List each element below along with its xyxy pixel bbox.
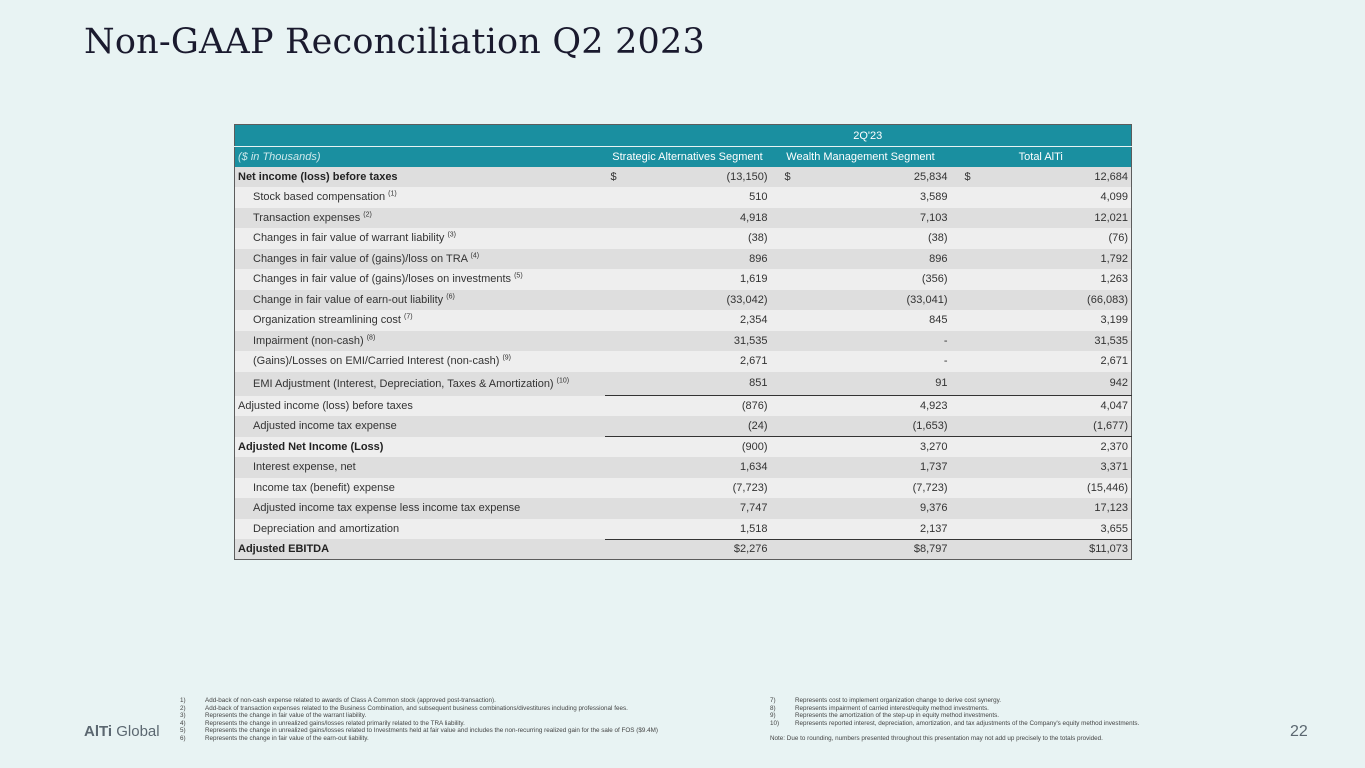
row-value: 896	[929, 252, 948, 265]
row-value: 31,535	[1094, 334, 1129, 347]
period-header-row	[235, 125, 1132, 147]
table-row	[235, 310, 1132, 331]
row-label: Net income (loss) before taxes	[238, 170, 398, 183]
rounding-note: Note: Due to rounding, numbers presented throughout this presentation may not add up precisely to the totals provided.	[770, 735, 1103, 743]
currency-symbol: $	[784, 170, 791, 183]
row-label: Changes in fair value of (gains)/loses on investments $^{(5)}$	[253, 272, 523, 286]
table-row	[235, 519, 1132, 540]
currency-symbol: $	[610, 170, 617, 183]
row-value: (76)	[1108, 232, 1129, 245]
row-label: Depreciation and amortization	[253, 522, 400, 535]
row-value: 845	[929, 314, 948, 327]
row-value: $11,073	[1089, 543, 1129, 556]
row-value: 942	[951, 372, 1132, 396]
row-value: 1,263	[1100, 273, 1129, 286]
row-value: 2,671	[1100, 355, 1129, 368]
row-value: 2,671	[739, 355, 768, 368]
row-label: Interest expense, net	[253, 461, 356, 474]
row-value: $8,797	[913, 543, 948, 556]
column-header-strategic: Strategic Alternatives Segment	[605, 147, 771, 167]
row-value: 4,099	[1100, 191, 1129, 204]
row-label: Change in fair value of earn-out liability $^{(6)}$	[253, 293, 455, 306]
row-value: 9,376	[919, 502, 948, 515]
row-value: 12,021	[1094, 211, 1129, 224]
row-value: 851	[605, 372, 771, 396]
row-value: 510	[749, 191, 768, 204]
currency-symbol: $	[964, 170, 971, 183]
row-label: Income tax (benefit) expense	[253, 481, 395, 494]
row-value: 17,123	[1094, 502, 1129, 515]
row-value: 91	[771, 372, 951, 396]
table-row	[235, 331, 1132, 352]
row-value: (15,446)	[1087, 481, 1129, 494]
table-body	[235, 167, 1132, 560]
table-row	[235, 269, 1132, 290]
table-row	[235, 396, 1132, 417]
row-value: $ 25,834	[784, 170, 948, 183]
table-row	[235, 437, 1132, 458]
footnote: 5) Represents the change in unrealized gains/losses related to Investments held at fair value and includes the non-recurring realized gain for the sale of FOS ($9.4M)	[180, 727, 658, 735]
row-value: 3,199	[1100, 314, 1129, 327]
row-value: 896	[749, 252, 768, 265]
row-label: Adjusted income (loss) before taxes	[238, 399, 413, 412]
footnotes-right	[770, 697, 1230, 743]
column-header-wealth: Wealth Management Segment	[771, 147, 951, 167]
table-row	[235, 351, 1132, 372]
footnote: 6) Represents the change in fair value of the earn-out liability.	[180, 734, 369, 742]
row-value: 31,535	[733, 334, 768, 347]
row-value: (876)	[741, 400, 768, 412]
row-label: Stock based compensation $^{(1)}$	[253, 190, 397, 204]
row-value: 3,371	[1100, 461, 1129, 474]
table-row	[235, 167, 1132, 188]
column-header-total: Total AlTi	[951, 147, 1132, 167]
row-value: (24)	[605, 416, 771, 437]
row-label: (Gains)/Losses on EMI/Carried Interest (non-cash) $^{(9)}$	[253, 354, 511, 368]
table-row	[235, 478, 1132, 499]
row-label: Transaction expenses $^{(2)}$	[253, 211, 372, 224]
footnote: 10) Represents reported interest, depreciation, amortization, and tax adjustments of the Company's equity method investments.	[770, 719, 1140, 727]
row-value: 1,737	[919, 461, 948, 474]
footnote: 3) Represents the change in fair value of the warrant liability.	[180, 712, 367, 720]
footnote: 7) Represents cost to implement organization change to derive cost synergy.	[770, 697, 1002, 704]
row-value: 3,589	[919, 191, 948, 204]
row-value: 7,747	[739, 502, 768, 515]
row-value: (356)	[921, 273, 948, 286]
row-value: (7,723)	[912, 481, 948, 494]
table-row	[235, 290, 1132, 311]
row-value: 4,918	[739, 211, 768, 224]
row-value: $ 12,684	[964, 170, 1129, 183]
row-label: Changes in fair value of (gains)/loss on TRA $^{(4)}$	[253, 252, 480, 265]
row-value: (33,041)	[906, 293, 948, 306]
table-row	[235, 249, 1132, 270]
row-value: 3,270	[919, 441, 948, 453]
row-value: (38)	[747, 232, 768, 245]
table-row	[235, 498, 1132, 519]
page-title: Non-GAAP Reconciliation Q2 2023	[84, 22, 705, 62]
footnotes-left	[180, 697, 760, 743]
footnote: 1) Add-back of non-cash expense related to awards of Class A Common stock (approved post-transaction).	[180, 697, 496, 704]
row-value: (66,083)	[1087, 293, 1129, 306]
table-row	[235, 416, 1132, 437]
row-value: (38)	[927, 232, 948, 245]
row-label: EMI Adjustment (Interest, Depreciation, Taxes & Amortization) $^{(10)}$	[253, 376, 570, 390]
row-value: 4,047	[1100, 400, 1129, 412]
row-value: 1,518	[605, 519, 771, 540]
row-value: (33,042)	[726, 293, 768, 306]
row-value: -	[943, 334, 948, 347]
row-label: Adjusted Net Income (Loss)	[238, 440, 384, 453]
row-value: 3,655	[951, 519, 1132, 540]
row-value: 2,370	[1100, 441, 1129, 453]
table-row	[235, 457, 1132, 478]
page-number: 22	[1290, 723, 1308, 740]
table-row	[235, 372, 1132, 396]
row-value: $ (13,150)	[610, 170, 768, 183]
row-label: Organization streamlining cost $^{(7)}$	[253, 313, 413, 327]
row-label: Impairment (non-cash) $^{(8)}$	[253, 334, 376, 347]
row-value: (1,677)	[951, 416, 1132, 437]
row-value: $2,276	[733, 543, 768, 556]
row-label: Adjusted income tax expense	[253, 420, 397, 433]
brand-logo: AlTi Global	[84, 723, 160, 740]
unit-label: ($ in Thousands)	[235, 147, 605, 167]
row-value: 2,137	[771, 519, 951, 540]
table-row	[235, 208, 1132, 229]
row-value: (1,653)	[771, 416, 951, 437]
footnote: 4) Represents the change in unrealized gains/losses related primarily related to the TRA liability.	[180, 719, 465, 727]
footnote: 2) Add-back of transaction expenses related to the Business Combination, and subsequent business combinations/divestitures including professional fees.	[180, 704, 628, 712]
row-value: 7,103	[919, 211, 948, 224]
row-value: 2,354	[739, 314, 768, 327]
row-value: (900)	[741, 441, 768, 453]
row-label: Adjusted income tax expense less income tax expense	[253, 502, 521, 515]
footnote: 8) Represents impairment of carried interest/equity method investments.	[770, 704, 989, 712]
footnote: 9) Represents the amortization of the step-up in equity method investments.	[770, 712, 1000, 720]
row-value: 1,619	[739, 273, 768, 286]
row-label: Changes in fair value of warrant liability $^{(3)}$	[253, 231, 456, 245]
row-value: 4,923	[919, 400, 948, 412]
row-value: 1,634	[739, 461, 768, 474]
row-value: (7,723)	[732, 481, 768, 494]
column-header-row	[235, 147, 1132, 167]
table-row	[235, 228, 1132, 249]
table-row	[235, 187, 1132, 208]
period-header: 2Q'23	[853, 129, 883, 142]
row-label: Adjusted EBITDA	[238, 543, 330, 555]
reconciliation-table	[234, 124, 1132, 560]
table-row	[235, 539, 1132, 560]
row-value: 1,792	[1100, 252, 1129, 265]
row-value: -	[943, 355, 948, 368]
